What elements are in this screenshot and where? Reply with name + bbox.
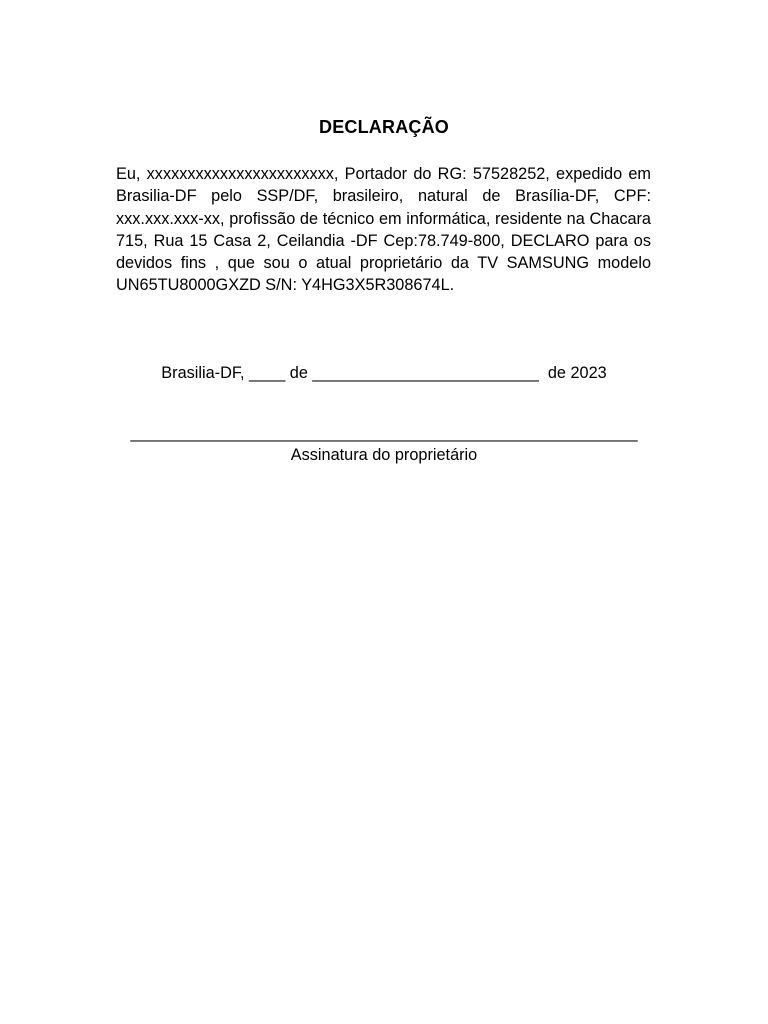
signature-label: Assinatura do proprietário xyxy=(290,446,478,464)
date-line: Brasilia-DF, ____ de _________________________ de 2023 xyxy=(161,364,607,382)
signature-line: ________________________________________________________ xyxy=(130,424,638,442)
document-title: DECLARAÇÃO xyxy=(319,117,449,137)
declaration-body: Eu, xxxxxxxxxxxxxxxxxxxxxxx, Portador do RG: 57528252, expedido em Brasilia-DF pelo SSP/DF, brasileiro, natural de Brasília-DF, CPF: xxx.xxx.xxx-xx, profissão de técnico em informática, residente na Chacara 715, Rua 15 Casa 2, Ceilandia -DF Cep:78.749-800, DECLARO para os devidos fins , que sou o atual proprietário da TV SAMSUNG modelo UN65TU8000GXZD S/N: Y4HG3X5R308674L. xyxy=(116,165,651,295)
